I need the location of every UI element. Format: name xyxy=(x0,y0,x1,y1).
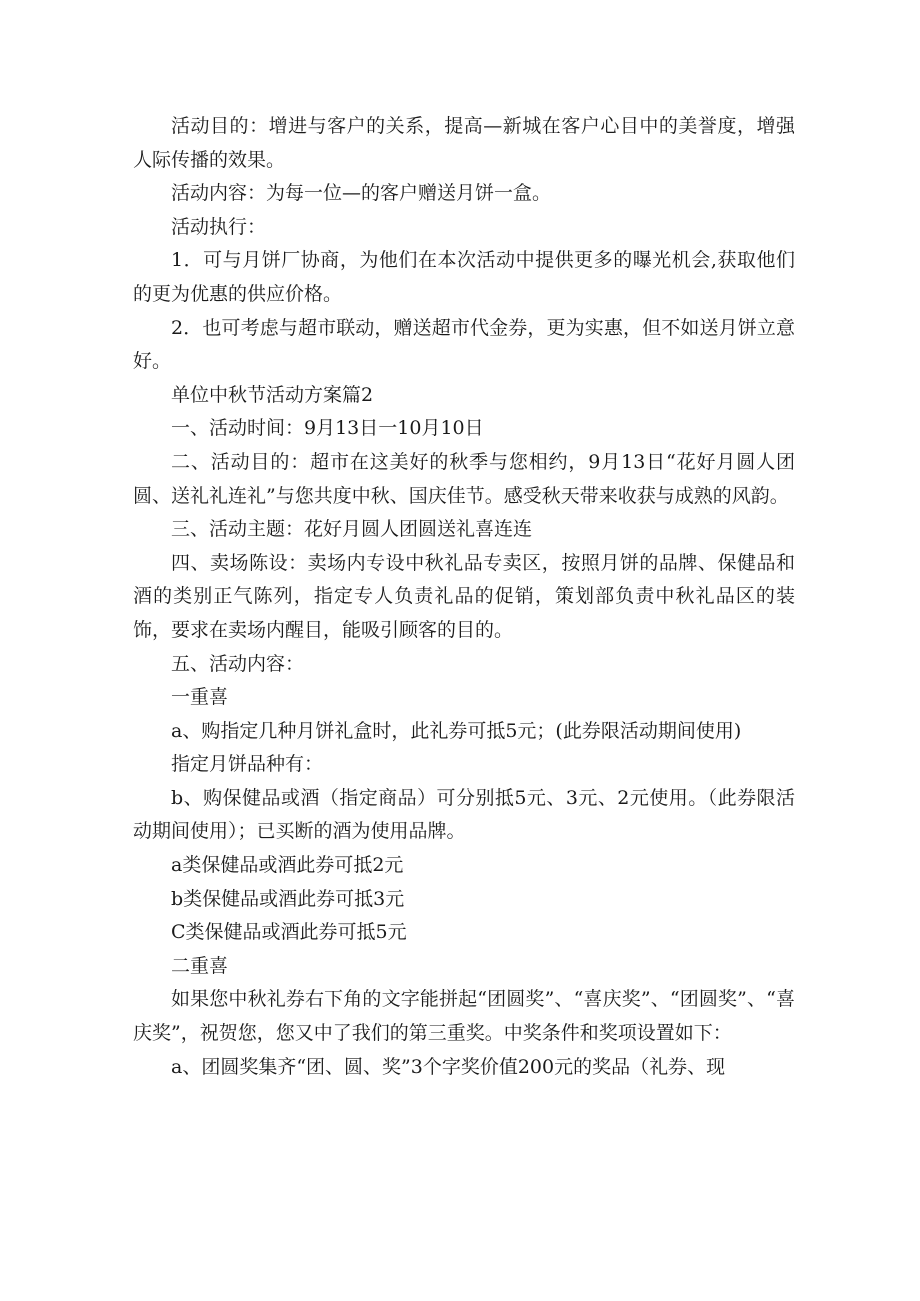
paragraph-activity-purpose: 活动目的：增进与客户的关系，提高—新城在客户心目中的美誉度，增强人际传播的效果。 xyxy=(133,115,795,171)
paragraph-store-display: 四、卖场陈设：卖场内专设中秋礼品专卖区，按照月饼的品牌、保健品和酒的类别正气陈列，指定专人负责礼品的促销，策划部负责中秋礼品区的装饰，要求在卖场内醒目，能吸引顾客的目的。 xyxy=(133,551,795,641)
paragraph-execution-item-1: 1．可与月饼厂协商，为他们在本次活动中提供更多的曝光机会,获取他们的更为优惠的供应价格。 xyxy=(133,249,795,305)
paragraph-activity-goal: 二、活动目的：超市在这美好的秋季与您相约，9月13日“花好月圆人团圆、送礼礼连礼”与您共度中秋、国庆佳节。感受秋天带来收获与成熟的风韵。 xyxy=(133,450,795,507)
paragraph-prize-conditions: 如果您中秋礼券右下角的文字能拼起“团圆奖”、“喜庆奖”、“团圆奖”、“喜庆奖”，祝贺您，您又中了我们的第三重奖。中奖条件和奖项设置如下： xyxy=(133,988,795,1045)
paragraph-class-b: b类保健品或酒此券可抵3元 xyxy=(171,887,405,910)
paragraph-first-joy: 一重喜 xyxy=(171,686,229,709)
paragraph-activity-theme: 三、活动主题：花好月圆人团圆送礼喜连连 xyxy=(171,518,533,541)
paragraph-execution-item-2: 2．也可考虑与超市联动，赠送超市代金券，更为实惠，但不如送月饼立意好。 xyxy=(133,316,795,373)
paragraph-activity-execution: 活动执行： xyxy=(171,215,267,238)
paragraph-second-joy: 二重喜 xyxy=(171,954,229,977)
paragraph-item-b-health-wine: b、购保健品或酒（指定商品）可分别抵5元、3元、2元使用。（此券限活动期间使用）；已买断的酒为使用品牌。 xyxy=(133,786,795,843)
paragraph-class-a: a类保健品或酒此券可抵2元 xyxy=(171,854,404,877)
section-heading-plan-2: 单位中秋节活动方案篇2 xyxy=(171,383,374,406)
paragraph-reunion-prize: a、团圆奖集齐“团、圆、奖”3个字奖价值200元的奖品（礼券、现 xyxy=(171,1055,726,1078)
paragraph-mooncake-varieties: 指定月饼品种有： xyxy=(171,753,324,776)
document-body xyxy=(133,110,795,1084)
paragraph-activity-content-heading: 五、活动内容： xyxy=(171,652,305,675)
paragraph-activity-content: 活动内容：为每一位—的客户赠送月饼一盒。 xyxy=(171,182,552,205)
paragraph-class-c: C类保健品或酒此券可抵5元 xyxy=(171,921,407,944)
paragraph-item-a-mooncake: a、购指定几种月饼礼盒时，此礼券可抵5元；(此券限活动期间使用) xyxy=(171,719,742,742)
paragraph-activity-time: 一、活动时间：9月13日一10月10日 xyxy=(171,417,484,440)
